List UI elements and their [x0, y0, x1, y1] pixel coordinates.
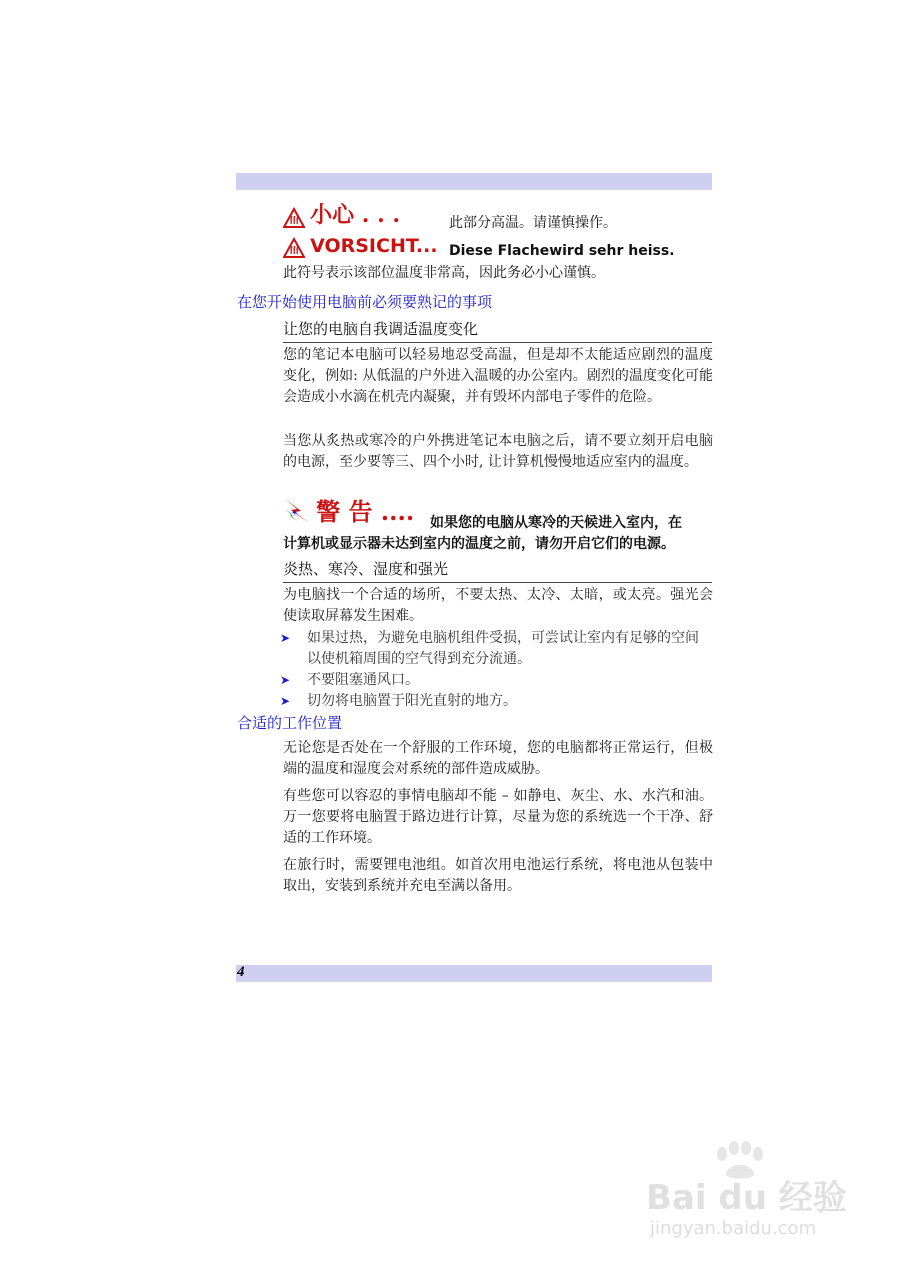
subsection-title: 炎热、寒冷、湿度和强光: [283, 558, 712, 583]
arrow-bullet-icon: ➤: [280, 673, 291, 687]
baidu-watermark: [640, 1140, 860, 1250]
watermark-url: jingyan.baidu.com: [650, 1218, 817, 1239]
caution-hot-icon: [283, 237, 305, 259]
caution-cn-label: 小心 . . .: [310, 202, 401, 228]
list-item: [280, 670, 712, 691]
header-bar: [236, 173, 712, 190]
caution-cn: [283, 198, 400, 229]
warning-label-block: [283, 492, 414, 527]
warning-label: 警 告 ....: [316, 497, 415, 526]
caution-cn-text: 此部分高温。请谨慎操作。: [449, 215, 617, 231]
paragraph: 为电脑找一个合适的场所，不要太热、太冷、太暗，或太亮。强光会使读取屏幕发生困难。: [283, 587, 713, 624]
arrow-bullet-icon: ➤: [280, 694, 291, 708]
list-item-text: 不要阻塞通风口。: [307, 672, 419, 688]
warning-text-line2: 计算机或显示器未达到室内的温度之前，请勿开启它们的电源。: [283, 536, 675, 552]
paragraph: 有些您可以容忍的事情电脑却不能 – 如静电、灰尘、水、水汽和油。万一您要将电脑置于路边进行计算，尽量为您的系统选一个干净、舒适的工作环境。: [283, 788, 713, 846]
lightning-warning-icon: [283, 495, 311, 525]
bullet-list: [280, 628, 712, 712]
caution-de: [283, 235, 438, 259]
list-item: [280, 691, 712, 712]
list-item-text: 如果过热，为避免电脑机组件受损，可尝试让室内有足够的空间以使机箱周围的空气得到充分流通。: [307, 630, 699, 667]
section-title: 合适的工作位置: [237, 714, 343, 732]
list-item-text: 切勿将电脑置于阳光直射的地方。: [307, 693, 517, 709]
caution-de-text: Diese Flachewird sehr heiss.: [449, 243, 675, 259]
paragraph: 无论您是否处在一个舒服的工作环境，您的电脑都将正常运行，但极端的温度和湿度会对系统的部件造成威胁。: [283, 740, 713, 777]
paragraph: 当您从炙热或寒冷的户外携进笔记本电脑之后，请不要立刻开启电脑的电源，至少要等三、四个小时, 让计算机慢慢地适应室内的温度。: [283, 433, 713, 470]
page-number: 4: [237, 964, 245, 980]
footer-bar: [236, 965, 712, 982]
arrow-bullet-icon: ➤: [280, 631, 291, 645]
list-item: [280, 628, 712, 670]
caution-hot-icon: [283, 207, 305, 229]
paragraph: 在旅行时，需要锂电池组。如首次用电池运行系统，将电池从包装中取出，安装到系统并充电至满以备用。: [283, 857, 713, 894]
section-title: 在您开始使用电脑前必须要熟记的事项: [237, 293, 493, 311]
subsection-title: 让您的电脑自我调适温度变化: [283, 318, 712, 343]
caution-note: 此符号表示该部位温度非常高，因此务必小心谨慎。: [283, 265, 605, 281]
caution-de-label: VORSICHT...: [310, 235, 438, 257]
paragraph: 您的笔记本电脑可以轻易地忍受高温，但是却不太能适应剧烈的温度变化，例如: 从低温的户外进入温暖的办公室内。剧烈的温度变化可能会造成小水滴在机壳内凝聚，并有毁坏内部电子零件的危险。: [283, 347, 713, 405]
watermark-brand: Bai du 经验: [646, 1178, 847, 1218]
warning-text-line1: 如果您的电脑从寒冷的天候进入室内，在: [430, 515, 682, 531]
